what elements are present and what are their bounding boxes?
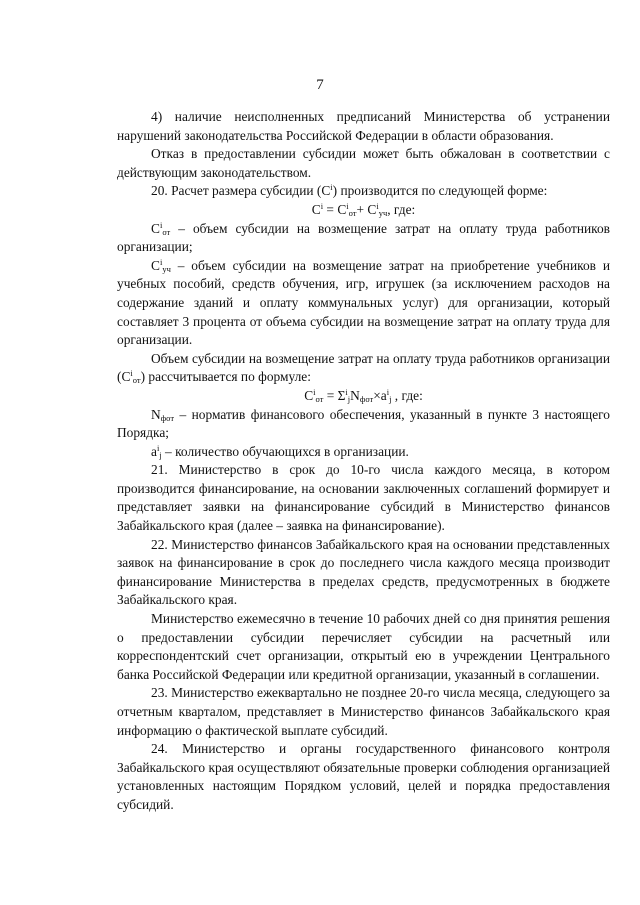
def-uch-sup: i [159,256,163,267]
def-n-text: – норматив финансового обеспечения, указанный в пункте 3 настоящего Порядка; [117,406,610,441]
p20-text-b: ) производится по следующей форме: [332,183,548,199]
def-ot-c: С [151,220,160,236]
def-a-text: – количество обучающихся в организации. [161,443,409,459]
definition-c-uch [117,257,610,350]
vol-text-b: ) рассчитывается по формуле: [140,369,311,385]
paragraph-24: 24. Министерство и органы государственного финансового контроля Забайкальского края осуществляют обязательные проверки соблюдения организацией установленных настоящим Порядком условий, целей и порядка предоставления субсидий. [117,741,610,812]
f2-n: N [350,387,360,403]
f1-plus: + С [356,201,377,217]
def-ot-sub: от [162,226,171,237]
f1-sub2: от [348,207,357,218]
f2-s: i [313,386,316,397]
paragraph-21: 21. Министерство в срок до 10-го числа каждого месяца, в котором производится финансирование, на основании заключенных соглашений формирует и представляет заявки на финансирование субсидий в Министерство финансов Забайкальского края (далее – заявка на финансирование). [117,462,610,534]
f2-s2: i [345,386,348,397]
f2-sub: от [315,393,324,404]
def-a-sub: j [159,449,162,460]
f2-sub4: j [389,393,392,404]
paragraph-22: 22. Министерство финансов Забайкальского края на основании представленных заявок на финансирование в срок до последнего числа каждого месяца производит финансирование Министерства в пределах средств, предусмотренных в бюджете Забайкальского края. [117,536,610,608]
f1-sub3: уч [378,207,388,218]
f1-s3: i [376,200,379,211]
f1-tail: , где: [387,201,416,217]
def-a-a: a [151,443,157,459]
def-n-sub: фот [160,412,175,423]
def-n-n: N [151,406,161,422]
f2-tail: , где: [391,387,423,403]
def-uch-text: – объем субсидии на возмещение затрат на приобретение учебников и учебных пособий, средств обучения, игр, игрушек (за исключением расходов на содержание зданий и оплату коммунальных услуг) для организации, который составляет 3 процента от объема субсидии на возмещение затрат на оплату труда для организации. [117,257,610,348]
def-ot-sup: i [159,219,163,230]
definition-n-fot [117,406,610,443]
f2-c: С [304,387,314,403]
p20-sup: i [330,182,333,193]
p20-text-a: 20. Расчет размера субсидии (С [151,183,331,199]
f2-sub3: фот [359,393,374,404]
f1-c2: С [337,201,347,217]
vol-sup: i [130,368,133,379]
def-a-sup: i [156,442,160,453]
formula-subsidy-total [117,201,610,220]
paragraph-monthly-transfer: Министерство ежемесячно в течение 10 рабочих дней со дня принятия решения о предоставлении субсидии перечисляет субсидии на расчетный или корреспондентский счет организации, открытый ею в учреждении Центрального банка Российской Федерации или кредитной организации, указанный в соглашении. [117,611,610,682]
paragraph-appeal: Отказ в предоставлении субсидии может быть обжалован в соответствии с действующим законодательством. [117,146,610,180]
f1-c1: С [311,201,321,217]
vol-text-a: Объем субсидии на возмещение затрат на оплату труда работников организации (С [117,350,610,385]
def-ot-text: – объем субсидии на возмещение затрат на оплату труда работников организации; [117,220,610,255]
f1-eq: = [323,201,338,217]
paragraph-item-4: 4) наличие неисполненных предписаний Министерства об устранении нарушений законодательства Российской Федерации в области образования. [117,109,610,143]
document-body [117,108,610,815]
definition-c-ot [117,220,610,257]
f2-sub2: j [347,393,351,404]
formula-subsidy-labor [117,387,610,406]
f2-eq: = Σ [323,387,346,403]
f1-s1: i [320,200,324,211]
f1-s2: i [346,200,349,211]
page-number: 7 [316,77,324,93]
def-uch-sub: уч [162,263,171,274]
f2-x: ×a [373,387,387,403]
vol-sub: от [132,375,141,386]
definition-a [117,443,610,462]
f2-s4: i [386,386,390,397]
def-uch-c: С [151,257,160,273]
paragraph-20 [117,182,610,201]
paragraph-volume-formula [117,350,610,387]
paragraph-23: 23. Министерство ежеквартально не позднее 20-го числа месяца, следующего за отчетным кварталом, представляет в Министерство финансов Забайкальского края информацию о фактической выплате субсидий. [117,685,610,738]
